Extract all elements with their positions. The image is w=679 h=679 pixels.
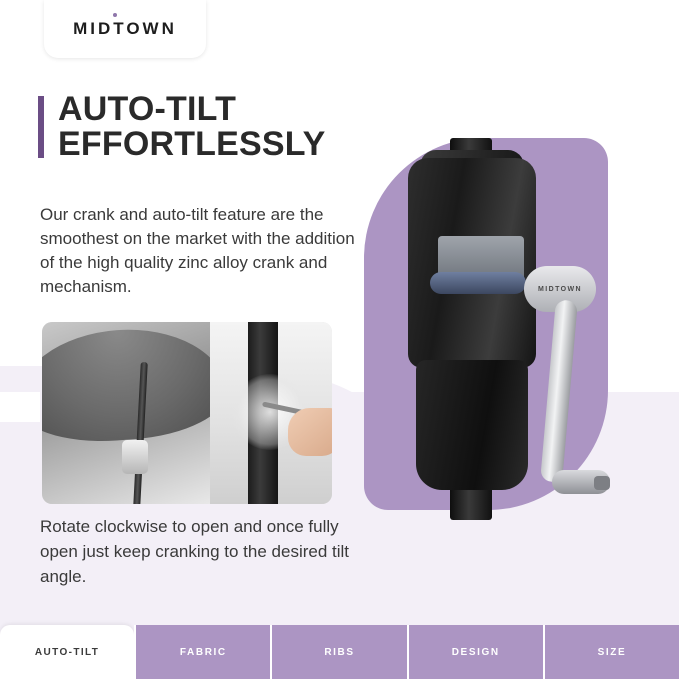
instruction-photo-strip [42, 322, 332, 504]
tab-size[interactable] [543, 625, 679, 679]
description-paragraph-bottom: Rotate clockwise to open and once fully open just keep cranking to the desired tilt angle. [40, 517, 350, 586]
tab-design[interactable] [407, 625, 543, 679]
title-text-block [58, 92, 326, 162]
hero-crank-handle-cap [594, 476, 610, 490]
tab-auto-tilt-label: AUTO-TILT [34, 646, 100, 658]
title-accent-bar [38, 96, 44, 158]
hero-mechanism-base [416, 360, 528, 490]
brand-logo-badge [44, 0, 206, 58]
tab-fabric-label: FABRIC [179, 646, 227, 658]
hero-gear-shaft [430, 272, 526, 294]
title-line-1: AUTO-TILT [58, 90, 237, 128]
hand-shape [288, 408, 332, 456]
photo-hand-cranking [210, 322, 332, 504]
background-white-notch [0, 392, 40, 422]
title-line-2: EFFORTLESSLY [58, 125, 326, 163]
tab-auto-tilt[interactable] [0, 625, 134, 679]
umbrella-hub-shape [122, 440, 148, 474]
tab-design-label: DESIGN [451, 646, 500, 658]
brand-logo-text: MIDTOWN [73, 19, 177, 38]
photo-umbrella-canopy [42, 322, 210, 504]
feature-tab-bar[interactable] [0, 625, 679, 679]
tab-size-label: SIZE [597, 646, 627, 658]
brand-logo-dot-icon [113, 13, 117, 17]
tab-fabric[interactable] [134, 625, 270, 679]
hero-knob-label: MIDTOWN [538, 285, 582, 293]
tab-ribs[interactable] [270, 625, 406, 679]
umbrella-canopy-shape [42, 323, 210, 447]
tab-ribs-label: RIBS [324, 646, 355, 658]
page-title [38, 92, 326, 162]
description-paragraph-top: Our crank and auto-tilt feature are the smoothest on the market with the addition of the high quality zinc alloy crank and mechanism. [40, 205, 355, 296]
